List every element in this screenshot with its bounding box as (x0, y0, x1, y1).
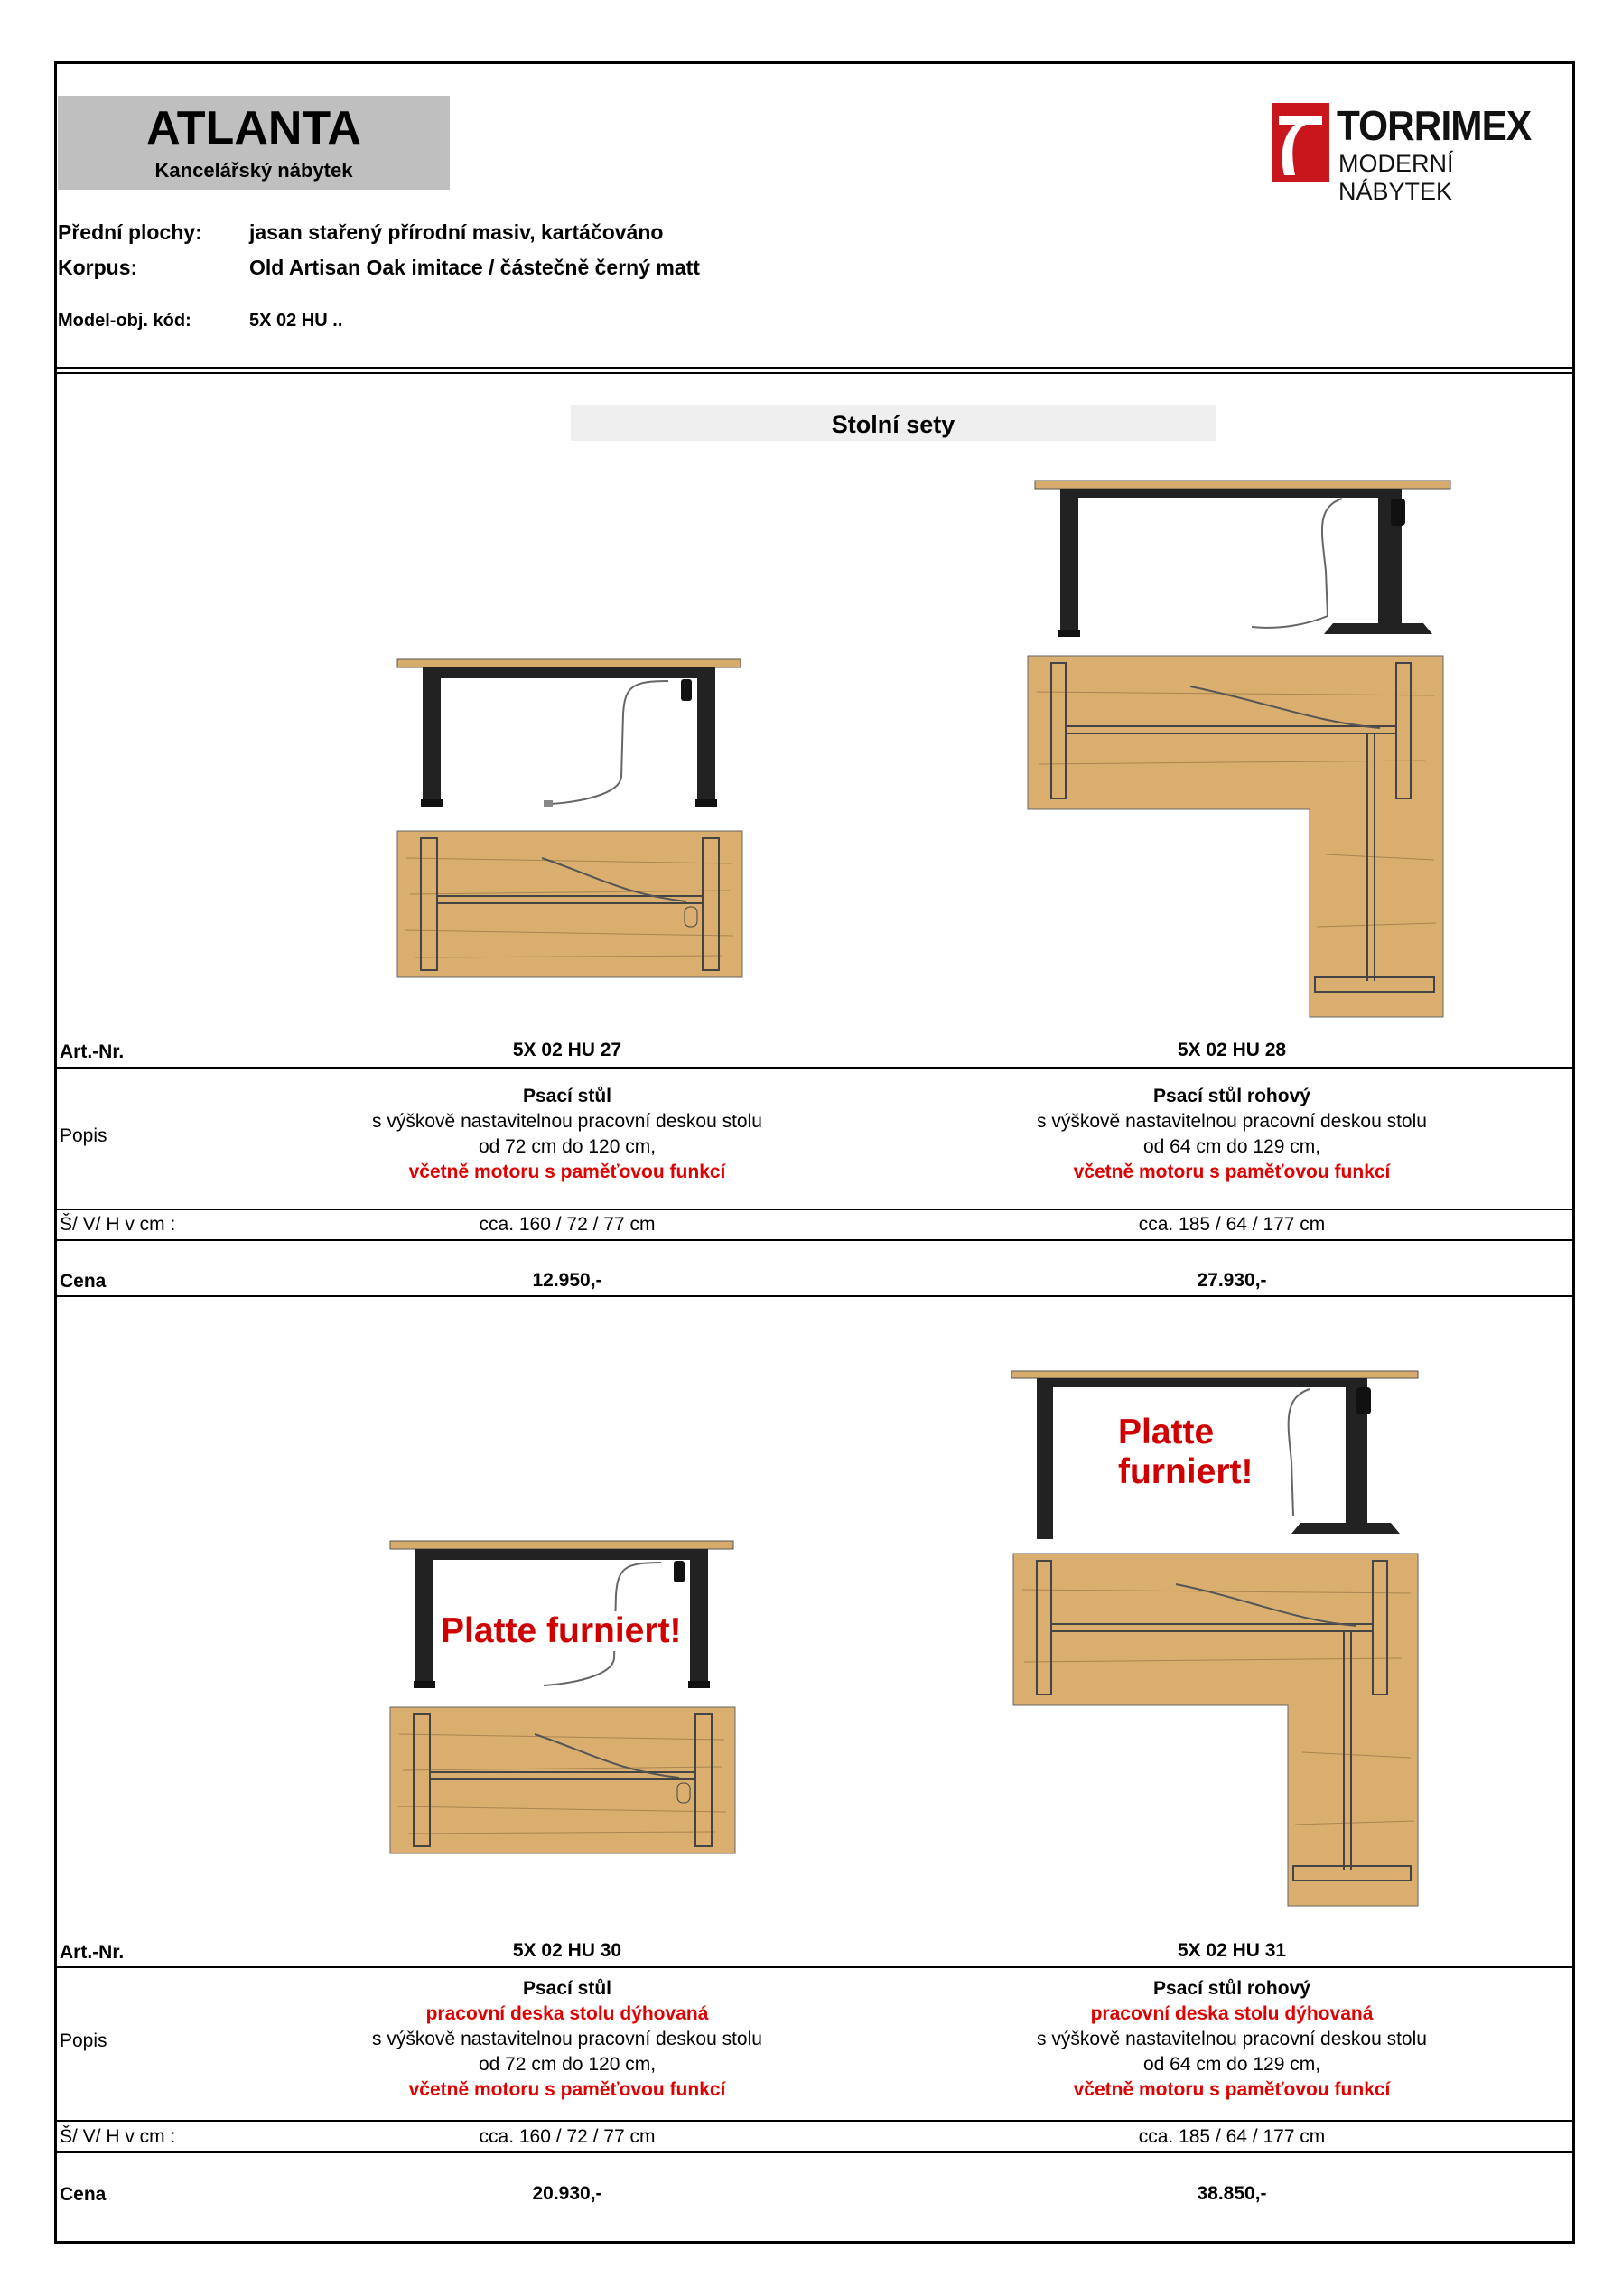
divider (54, 1239, 1575, 1241)
section-title: Stolní sety (571, 405, 1216, 441)
corner-desk-elevation-drawing (1035, 481, 1450, 639)
motor-note: včetně motoru s paměťovou funkcí (408, 1162, 726, 1182)
corner-desk-top-view-drawing (1013, 1554, 1420, 1909)
price-label: Cena (60, 1271, 107, 1292)
price-value: 12.950,- (532, 1270, 602, 1291)
platte-overlay-text (1118, 1413, 1254, 1492)
product-name: Psací stůl rohový (1153, 1086, 1310, 1106)
title-box (58, 96, 450, 190)
desk-top-view-drawing (390, 1707, 735, 1853)
product-desc-line: s výškově nastavitelnou pracovní deskou stolu (1037, 2029, 1427, 2049)
product-desc-line: od 72 cm do 120 cm, (478, 1136, 657, 1157)
price-value: 27.930,- (1197, 1270, 1267, 1291)
front-value: jasan stařený přírodní masiv, kartáčováno (249, 220, 664, 244)
dimensions-value: cca. 185 / 64 / 177 cm (1138, 2126, 1326, 2147)
brand-name: TORRIMEX (1337, 102, 1532, 149)
desk-top-view-drawing (397, 831, 742, 977)
divider (54, 1295, 1575, 1297)
product-desc-line: od 64 cm do 129 cm, (1142, 2054, 1321, 2075)
price-value: 20.930,- (532, 2183, 602, 2204)
torrimex-logo-icon (1272, 103, 1329, 184)
code-label: Model-obj. kód: (58, 311, 191, 331)
brand-logo (1272, 101, 1570, 205)
product-description (251, 1084, 883, 1185)
divider (54, 1966, 1575, 1968)
motor-note: včetně motoru s paměťovou funkcí (1073, 1162, 1391, 1182)
product-desc-line: s výškově nastavitelnou pracovní deskou stolu (1037, 1111, 1427, 1132)
brand-tagline: MODERNÍ NÁBYTEK (1338, 150, 1454, 205)
popis-label: Popis (60, 1125, 107, 1146)
product-name: Psací stůl (522, 1978, 612, 1999)
product-desc-line: s výškově nastavitelnou pracovní deskou stolu (372, 1111, 762, 1132)
divider (54, 2120, 1575, 2122)
motor-note: včetně motoru s paměťovou funkcí (408, 2079, 726, 2100)
dimensions-value: cca. 160 / 72 / 77 cm (479, 1214, 656, 1235)
art-number: 5X 02 HU 30 (512, 1940, 622, 1961)
product-desc-line: od 64 cm do 129 cm, (1142, 1136, 1321, 1157)
popis-label: Popis (60, 2030, 107, 2051)
page-subtitle: Kancelářský nábytek (154, 159, 353, 182)
body-label: Korpus: (58, 256, 138, 279)
art-label: Art.-Nr. (60, 1942, 125, 1963)
dims-label: Š/ V/ H v cm : (60, 2126, 176, 2147)
platte-overlay-text: Platte furniert! (441, 1611, 682, 1650)
art-number: 5X 02 HU 31 (1177, 1940, 1287, 1961)
product-name: Psací stůl (522, 1086, 612, 1106)
page-title: ATLANTA (146, 102, 361, 154)
product-description (916, 1084, 1548, 1185)
platte-overlay-line: Platte (1118, 1413, 1215, 1451)
divider (54, 367, 1575, 369)
body-value: Old Artisan Oak imitace / částečně černý matt (249, 256, 700, 279)
motor-note: včetně motoru s paměťovou funkcí (1073, 2079, 1391, 2100)
art-number: 5X 02 HU 27 (512, 1040, 622, 1060)
front-label: Přední plochy: (58, 220, 202, 244)
product-desc-line: od 72 cm do 120 cm, (478, 2054, 657, 2075)
dims-label: Š/ V/ H v cm : (60, 1214, 176, 1235)
art-label: Art.-Nr. (60, 1041, 125, 1062)
corner-desk-top-view-drawing (1028, 656, 1443, 1017)
veneer-note: pracovní deska stolu dýhovaná (425, 2003, 709, 2024)
price-value: 38.850,- (1197, 2183, 1267, 2204)
desk-elevation-drawing (397, 659, 741, 811)
product-desc-line: s výškově nastavitelnou pracovní deskou stolu (372, 2029, 762, 2049)
dimensions-value: cca. 160 / 72 / 77 cm (479, 2126, 656, 2147)
platte-overlay-line: furniert! (1118, 1452, 1254, 1491)
divider (54, 372, 1575, 374)
art-number: 5X 02 HU 28 (1177, 1040, 1287, 1060)
dimensions-value: cca. 185 / 64 / 177 cm (1138, 1214, 1326, 1235)
divider (54, 1067, 1575, 1069)
product-description (251, 1976, 883, 2103)
divider (54, 2151, 1575, 2153)
code-value: 5X 02 HU .. (249, 311, 343, 331)
product-name: Psací stůl rohový (1153, 1978, 1310, 1999)
price-label: Cena (60, 2184, 107, 2205)
veneer-note: pracovní deska stolu dýhovaná (1090, 2003, 1374, 2024)
product-description (916, 1976, 1548, 2103)
divider (54, 1209, 1575, 1210)
